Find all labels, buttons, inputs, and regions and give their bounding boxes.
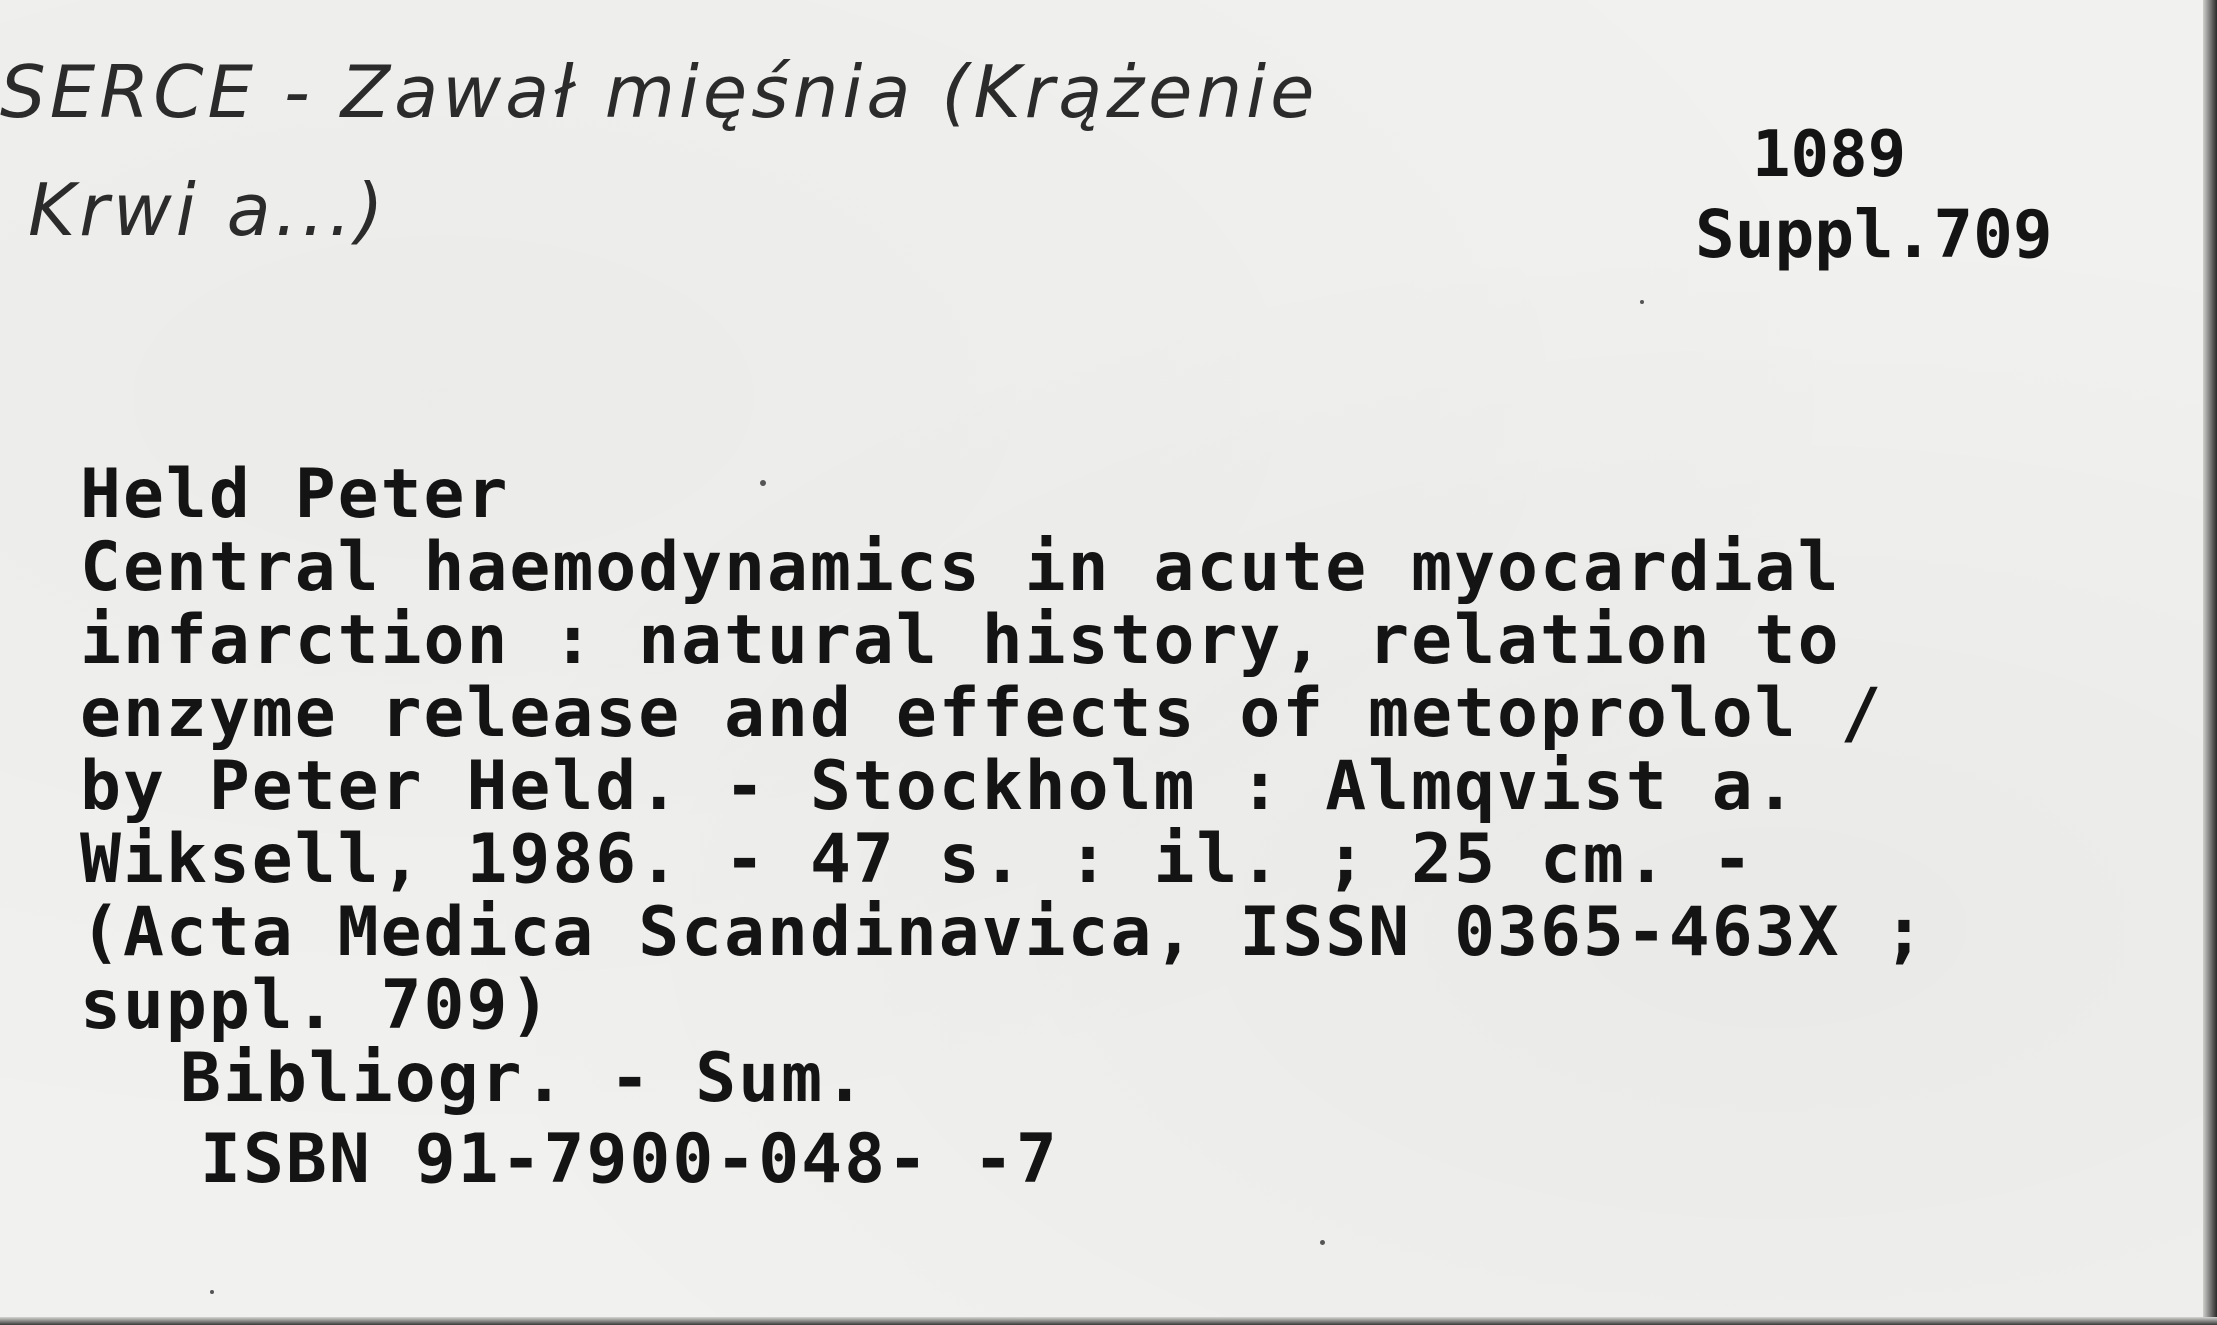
title-line: by Peter Held. - Stockholm : Almqvist a. bbox=[80, 747, 1798, 826]
title-line: Wiksell, 1986. - 47 s. : il. ; 25 cm. - bbox=[80, 820, 1755, 899]
isbn-line: ISBN 91-7900-048- -7 bbox=[200, 1120, 1059, 1199]
subject-heading-line-2: Krwi a...) bbox=[28, 168, 388, 252]
title-line: enzyme release and effects of metoprolol / bbox=[80, 674, 1884, 753]
title-line: suppl. 709) bbox=[80, 966, 553, 1045]
card-edge-shadow bbox=[0, 1317, 2217, 1325]
call-number: 1089 bbox=[1752, 118, 1907, 192]
title-line: Central haemodynamics in acute myocardial bbox=[80, 528, 1841, 607]
paper-speck bbox=[760, 480, 766, 486]
paper-speck bbox=[1320, 1240, 1325, 1245]
supplement-number: Suppl.709 bbox=[1695, 196, 2053, 273]
card-edge-shadow bbox=[2203, 0, 2217, 1325]
notes-line: Bibliogr. - Sum. bbox=[180, 1039, 868, 1118]
author-name: Held Peter bbox=[80, 455, 510, 534]
bibliographic-record bbox=[80, 455, 2170, 1199]
paper-speck bbox=[1640, 300, 1644, 304]
title-line: infarction : natural history, relation to bbox=[80, 601, 1841, 680]
paper-speck bbox=[210, 1290, 214, 1294]
subject-heading-line-1: SERCE - Zawał mięśnia (Krążenie bbox=[0, 50, 1319, 134]
title-line: (Acta Medica Scandinavica, ISSN 0365-463X ; bbox=[80, 893, 1927, 972]
